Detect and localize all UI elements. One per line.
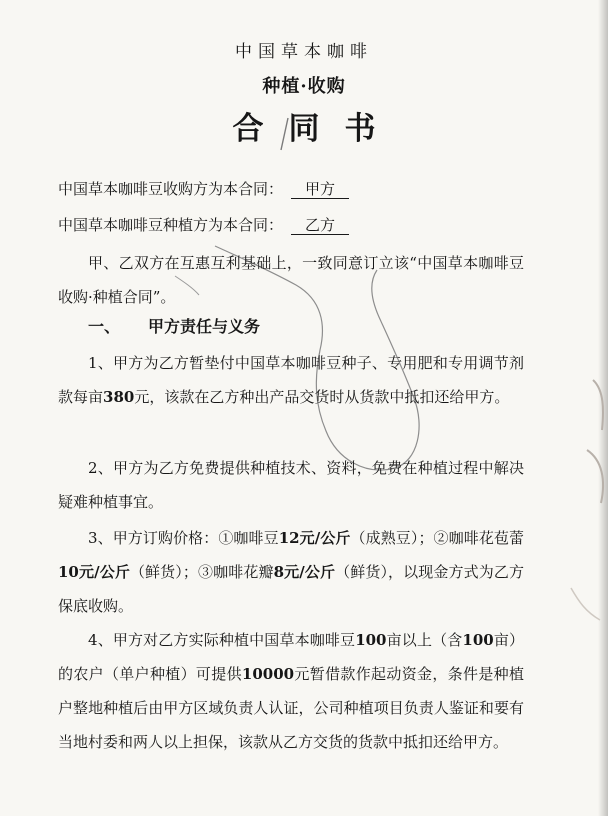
clause-3-unit-a: 元/公斤 xyxy=(299,529,351,547)
clause-4-text-b: 亩以上（含 xyxy=(386,631,463,649)
clause-2: 2、甲方为乙方免费提供种植技术、资料，免费在种植过程中解决疑难种植事宜。 xyxy=(58,459,524,511)
clause-3-text-d: （鲜货），以现金方式为乙方保底收购。 xyxy=(58,563,524,615)
clause-1 xyxy=(58,346,524,414)
section-number: 一、 xyxy=(88,317,121,336)
section-heading-party-a xyxy=(88,314,260,337)
clause-1-text-a: 1、甲方为乙方暂垫付中国草本咖啡豆种子、专用肥和专用调节剂款每亩 xyxy=(58,354,524,406)
buyer-party-line xyxy=(58,178,349,199)
clause-4 xyxy=(58,623,524,759)
section-title: 甲方责任与义务 xyxy=(148,317,261,336)
clause-3-flower-bud-price: 10 xyxy=(58,563,79,581)
clause-3-text-b: （成熟豆）；②咖啡花苞蕾 xyxy=(350,529,524,547)
clause-3-unit-c: 元/公斤 xyxy=(284,563,336,581)
clause-3 xyxy=(58,521,524,623)
clause-4-loan-amount: 10000 xyxy=(241,665,295,683)
clause-4-area-included: 100 xyxy=(462,631,494,649)
clause-3-unit-b: 元/公斤 xyxy=(78,563,130,581)
buyer-party-value: 甲方 xyxy=(291,180,349,199)
grower-party-label: 中国草本咖啡豆种植方为本合同： xyxy=(58,216,284,234)
clause-4-text-c: 亩）的农户（单户种植）可提供 xyxy=(58,631,524,683)
clause-4-area-threshold: 100 xyxy=(355,631,387,649)
clause-3-petal-price: 8 xyxy=(273,563,285,581)
clause-4-text-a: 4、甲方对乙方实际种植中国草本咖啡豆 xyxy=(88,631,356,649)
clause-3-coffee-bean-price: 12 xyxy=(278,529,300,547)
grower-party-value: 乙方 xyxy=(291,216,349,235)
clause-1-text-b: 元，该款在乙方种出产品交货时从货款中抵扣还给甲方。 xyxy=(134,388,510,406)
clause-1-amount: 380 xyxy=(103,388,135,406)
clause-4-text-d: 元暂借款作起动资金，条件是种植户整地种植后由甲方区域负责人认证，公司种植项目负责人鉴证和要有当地村委和两人以上担保，该款从乙方交货的货款中抵扣还给甲方。 xyxy=(58,665,524,751)
clause-3-text-a: 3、甲方订购价格：①咖啡豆 xyxy=(88,529,279,547)
grower-party-line xyxy=(58,214,349,235)
company-name: 中国草本咖啡 xyxy=(235,42,373,62)
contract-introduction: 甲、乙双方在互惠互利基础上，一致同意订立该“中国草本咖啡豆收购·种植合同”。 xyxy=(58,254,524,306)
contract-title: 合同书 xyxy=(232,111,401,147)
clause-3-text-c: （鲜货）；③咖啡花瓣 xyxy=(129,563,274,581)
buyer-party-label: 中国草本咖啡豆收购方为本合同： xyxy=(58,180,284,198)
contract-subtitle: 种植·收购 xyxy=(262,76,346,97)
